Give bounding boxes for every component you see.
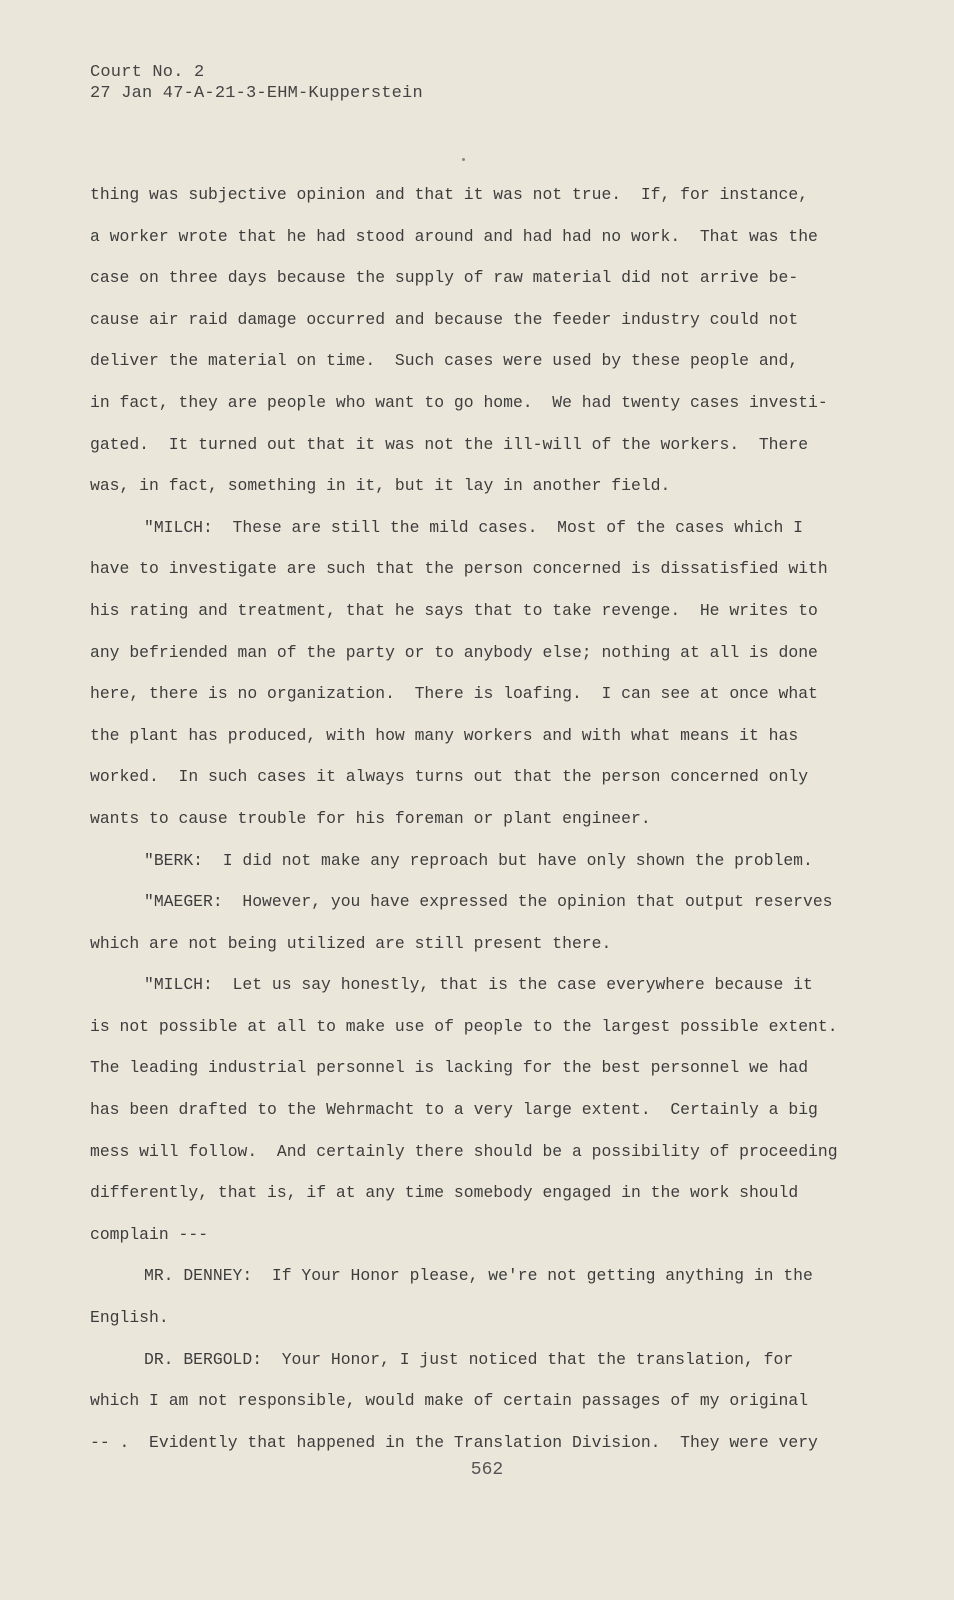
transcript-line: his rating and treatment, that he says that to take revenge. He writes to — [90, 600, 818, 620]
transcript-line: thing was subjective opinion and that it was not true. If, for instance, — [90, 185, 809, 204]
transcript-line: gated. It turned out that it was not the ill-will of the workers. There — [90, 434, 809, 454]
transcript-line: English. — [90, 1308, 169, 1328]
document-header — [90, 62, 423, 104]
transcript-line: case on three days because the supply of raw material did not arrive be- — [90, 268, 799, 288]
transcript-line: MR. DENNEY: If Your Honor please, we're not getting anything in the — [144, 1266, 813, 1286]
transcript-line: worked. In such cases it always turns out that the person concerned only — [90, 767, 809, 787]
transcript-line: the plant has produced, with how many workers and with what means it has — [90, 725, 799, 745]
reference-label: 27 Jan 47-A-21-3-EHM-Kupperstein — [90, 84, 423, 103]
transcript-line: have to investigate are such that the person concerned is dissatisfied with — [90, 559, 828, 579]
transcript-line: "MILCH: These are still the mild cases. Most of the cases which I — [144, 517, 804, 537]
transcript-line: which are not being utilized are still present there. — [90, 933, 612, 953]
transcript-line: mess will follow. And certainly there should be a possibility of proceeding — [90, 1141, 838, 1161]
transcript-line: was, in fact, something in it, but it lay in another field. — [90, 476, 671, 496]
transcript-line: has been drafted to the Wehrmacht to a very large extent. Certainly a big — [90, 1100, 818, 1120]
page-number: 562 — [470, 1460, 504, 1480]
transcript-line: The leading industrial personnel is lacking for the best personnel we had — [90, 1058, 809, 1078]
transcript-line: here, there is no organization. There is loafing. I can see at once what — [90, 684, 818, 704]
transcript-body — [90, 174, 880, 1463]
transcript-line: "BERK: I did not make any reproach but have only shown the problem. — [144, 850, 813, 870]
transcript-line: a worker wrote that he had stood around and had had no work. That was the — [90, 226, 818, 246]
transcript-line: -- . Evidently that happened in the Translation Division. They were very — [90, 1432, 818, 1452]
transcript-line: differently, that is, if at any time somebody engaged in the work should — [90, 1183, 799, 1203]
transcript-line: any befriended man of the party or to anybody else; nothing at all is done — [90, 642, 818, 662]
transcript-line: cause air raid damage occurred and because the feeder industry could not — [90, 309, 799, 329]
transcript-line: "MAEGER: However, you have expressed the opinion that output reserves — [144, 892, 833, 912]
transcript-line: DR. BERGOLD: Your Honor, I just noticed that the translation, for — [144, 1349, 794, 1369]
transcript-line: which I am not responsible, would make of certain passages of my original — [90, 1391, 809, 1411]
court-label: Court No. 2 — [90, 63, 205, 82]
transcript-line: in fact, they are people who want to go home. We had twenty cases investi- — [90, 392, 828, 412]
transcript-line: wants to cause trouble for his foreman or plant engineer. — [90, 808, 651, 828]
transcript-line: complain --- — [90, 1224, 209, 1244]
transcript-line: "MILCH: Let us say honestly, that is the case everywhere because it — [144, 975, 813, 995]
stray-mark — [462, 158, 465, 161]
transcript-line: deliver the material on time. Such cases were used by these people and, — [90, 351, 799, 371]
transcript-line: is not possible at all to make use of people to the largest possible extent. — [90, 1016, 838, 1036]
